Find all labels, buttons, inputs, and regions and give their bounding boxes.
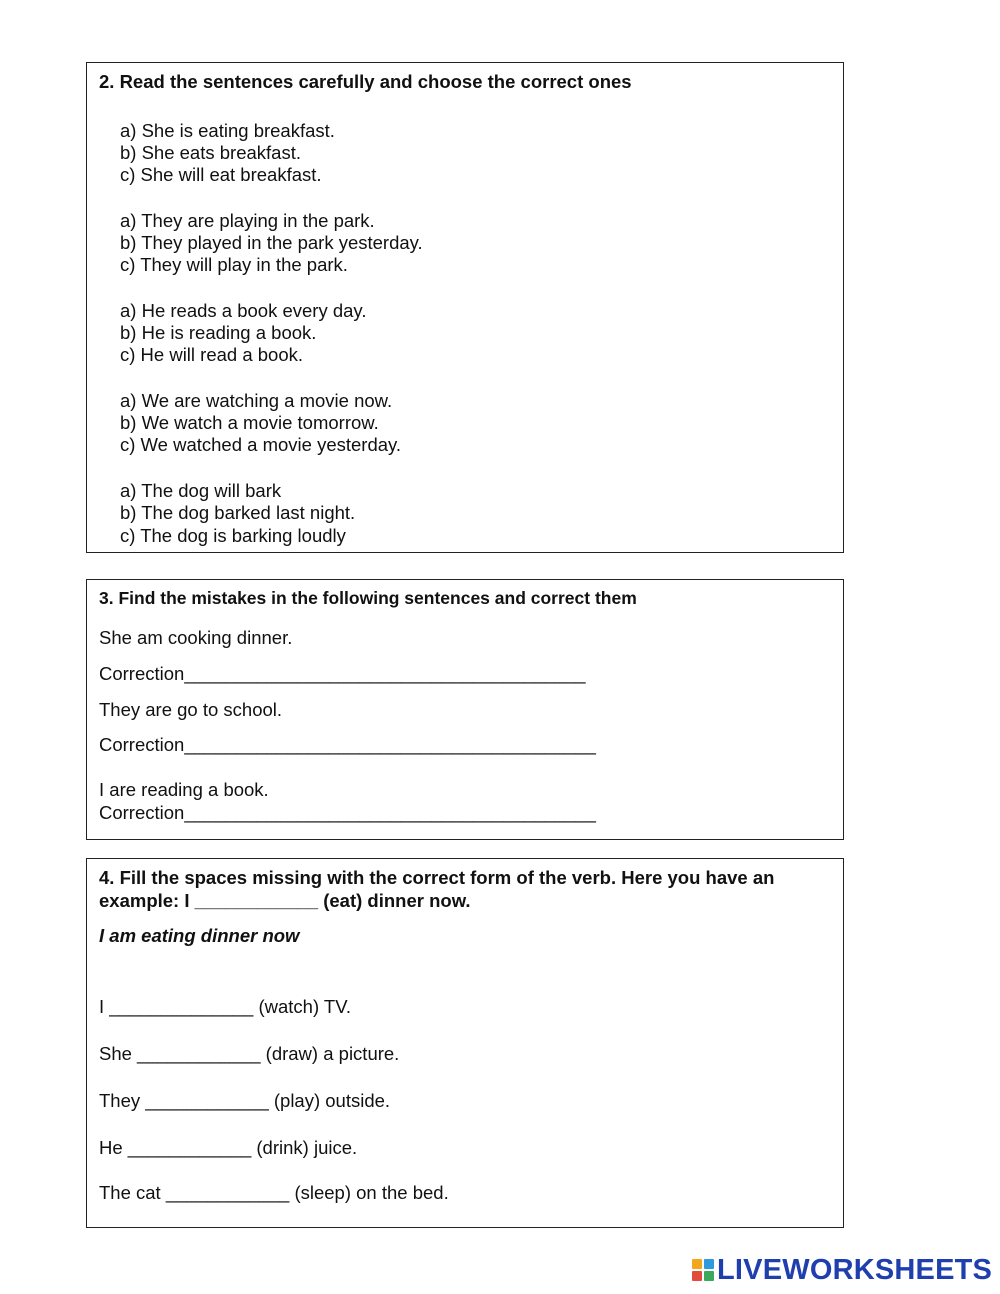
sentence-with-mistake: She am cooking dinner. bbox=[99, 627, 293, 648]
option[interactable]: a) The dog will bark bbox=[120, 480, 282, 501]
liveworksheets-logo bbox=[692, 1254, 992, 1286]
question-4-title: 4. Fill the spaces missing with the correct form of the verb. Here you have an bbox=[99, 867, 775, 888]
option[interactable]: b) The dog barked last night. bbox=[120, 502, 356, 523]
question-2-title: 2. Read the sentences carefully and choose the correct ones bbox=[99, 71, 632, 92]
question-3-box bbox=[86, 579, 844, 840]
option[interactable]: c) We watched a movie yesterday. bbox=[120, 434, 402, 455]
option[interactable]: c) He will read a book. bbox=[120, 344, 304, 365]
sentence-with-mistake: I are reading a book. bbox=[99, 779, 269, 800]
option[interactable]: a) She is eating breakfast. bbox=[120, 120, 335, 141]
correction-field[interactable]: Correction________________________________________ bbox=[99, 802, 596, 823]
option[interactable]: c) She will eat breakfast. bbox=[120, 164, 322, 185]
question-2-box bbox=[86, 62, 844, 553]
fill-in-item[interactable]: The cat ____________ (sleep) on the bed. bbox=[99, 1182, 449, 1203]
question-4-example: example: I ____________ (eat) dinner now. bbox=[99, 890, 471, 911]
question-4-box bbox=[86, 858, 844, 1228]
option[interactable]: a) He reads a book every day. bbox=[120, 300, 367, 321]
logo-mark-icon bbox=[692, 1259, 714, 1281]
option[interactable]: b) She eats breakfast. bbox=[120, 142, 301, 163]
correction-field[interactable]: Correction________________________________________ bbox=[99, 734, 596, 755]
example-answer: I am eating dinner now bbox=[99, 925, 300, 946]
sentence-with-mistake: They are go to school. bbox=[99, 699, 283, 720]
logo-text: LIVEWORKSHEETS bbox=[717, 1253, 993, 1286]
logo-square bbox=[704, 1271, 714, 1281]
fill-in-item[interactable]: They ____________ (play) outside. bbox=[99, 1090, 391, 1111]
option[interactable]: a) They are playing in the park. bbox=[120, 210, 375, 231]
correction-field[interactable]: Correction_______________________________________ bbox=[99, 663, 586, 684]
fill-in-item[interactable]: She ____________ (draw) a picture. bbox=[99, 1043, 400, 1064]
option[interactable]: c) They will play in the park. bbox=[120, 254, 348, 275]
fill-in-item[interactable]: He ____________ (drink) juice. bbox=[99, 1137, 358, 1158]
option[interactable]: b) He is reading a book. bbox=[120, 322, 317, 343]
question-3-title: 3. Find the mistakes in the following sentences and correct them bbox=[99, 588, 637, 608]
fill-in-item[interactable]: I ______________ (watch) TV. bbox=[99, 996, 351, 1017]
logo-square bbox=[692, 1271, 702, 1281]
option[interactable]: b) They played in the park yesterday. bbox=[120, 232, 423, 253]
option[interactable]: c) The dog is barking loudly bbox=[120, 525, 346, 546]
option[interactable]: a) We are watching a movie now. bbox=[120, 390, 393, 411]
logo-square bbox=[704, 1259, 714, 1269]
option[interactable]: b) We watch a movie tomorrow. bbox=[120, 412, 379, 433]
logo-square bbox=[692, 1259, 702, 1269]
